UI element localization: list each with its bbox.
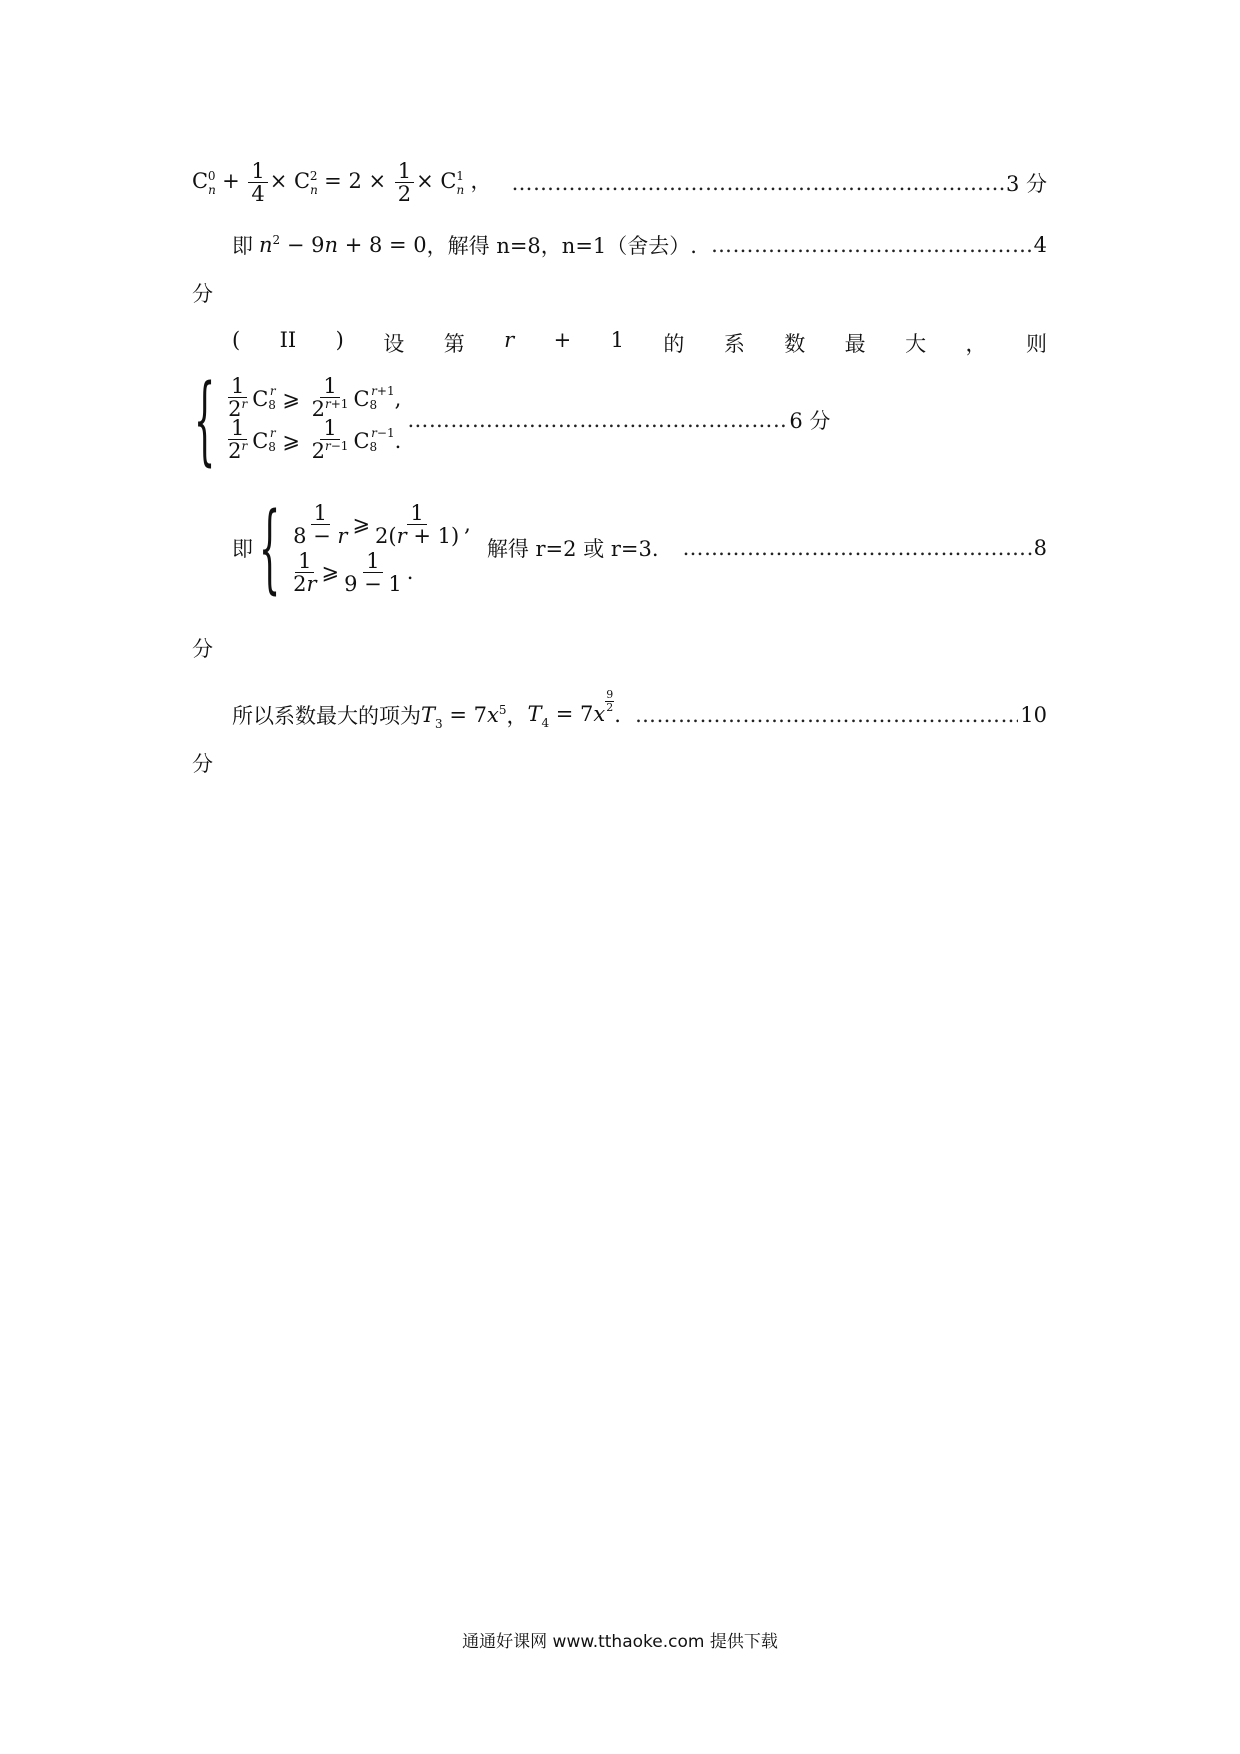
- word: 设: [383, 332, 405, 356]
- conclusion-line: [232, 688, 1047, 731]
- brace-symbol: {: [193, 364, 216, 476]
- leader-dots: [711, 233, 1032, 257]
- text-ji: 即: [232, 537, 253, 561]
- inequality-system-2: [232, 492, 1047, 604]
- quadratic-equation: $n^2 - 9n + 8 = 0$: [259, 233, 427, 257]
- equation-line-2: [232, 230, 1047, 260]
- inequality-row: $\frac{1}{2^r}$ C 8 r ⩾ $\frac{1}{2^{r-1}}$ C 8 r−1 .: [228, 416, 402, 463]
- word: 最: [844, 332, 866, 356]
- word: +: [553, 328, 572, 352]
- word: 第: [443, 332, 465, 356]
- word: 1: [610, 328, 624, 352]
- word: 则: [1025, 332, 1047, 356]
- score-label: 10: [1020, 703, 1047, 727]
- end-period: .: [614, 703, 621, 727]
- equation-line-1: [192, 160, 1047, 205]
- term-t3: $T_3 = 7x^5$: [421, 703, 507, 731]
- page-footer: 通通好课网 www.tthaoke.com 提供下载: [462, 1632, 778, 1652]
- word: 大: [905, 332, 927, 356]
- inequality-system-1: [188, 364, 1043, 476]
- solution-text: 解得 r=2 或 r=3.: [486, 537, 659, 561]
- word: (: [232, 328, 241, 352]
- solution-text: ，解得 n=8，n=1（舍去）.: [426, 234, 697, 258]
- system-body: [223, 374, 402, 463]
- leader-dots: [683, 536, 1032, 560]
- part-ii-line: [232, 328, 1047, 358]
- leader-dots: [512, 171, 1004, 195]
- word: 系: [723, 332, 745, 356]
- leader-dots: [635, 703, 1018, 727]
- conclusion-text: 所以系数最大的项为: [232, 704, 421, 728]
- inequality-row: $\frac{1}{2r}$ ⩾ $\frac{1}{9 - 1}$ .: [293, 548, 414, 596]
- word: ，: [965, 332, 987, 356]
- score-label: 6 分: [789, 409, 831, 433]
- equation-combination: $C_n^0$ + $\frac{1}{4}$ × $C_n^2 = 2$ × $\frac{1}{2}$ × $C_n^1$ ，: [192, 159, 492, 206]
- word: 的: [663, 332, 685, 356]
- word: r: [504, 328, 515, 352]
- term-t4: $T_4 = 7x$ $\frac{9}{2}$: [527, 688, 614, 730]
- system-body: [288, 500, 471, 596]
- brace-symbol: {: [258, 492, 281, 604]
- score-label: 8: [1033, 536, 1047, 560]
- word: 数: [784, 332, 806, 356]
- text-ji: 即: [232, 234, 253, 258]
- word: ): [335, 328, 344, 352]
- score-label: 4: [1033, 233, 1047, 257]
- word: II: [279, 328, 297, 352]
- inequality-row: $\frac{1}{2^r}$ C 8 r ⩾ $\frac{1}{2^{r+1}}$ C 8 r+1 ,: [228, 374, 402, 421]
- inequality-row: $\frac{1}{8 - r}$ ⩾ $\frac{1}{2(r + 1)}$ ,: [293, 500, 471, 548]
- score-label: 3 分: [1005, 171, 1047, 196]
- score-unit: 分: [192, 637, 213, 661]
- score-unit: 分: [192, 282, 213, 306]
- separator: ，: [506, 704, 528, 728]
- leader-dots: [407, 408, 787, 432]
- score-unit: 分: [192, 752, 213, 776]
